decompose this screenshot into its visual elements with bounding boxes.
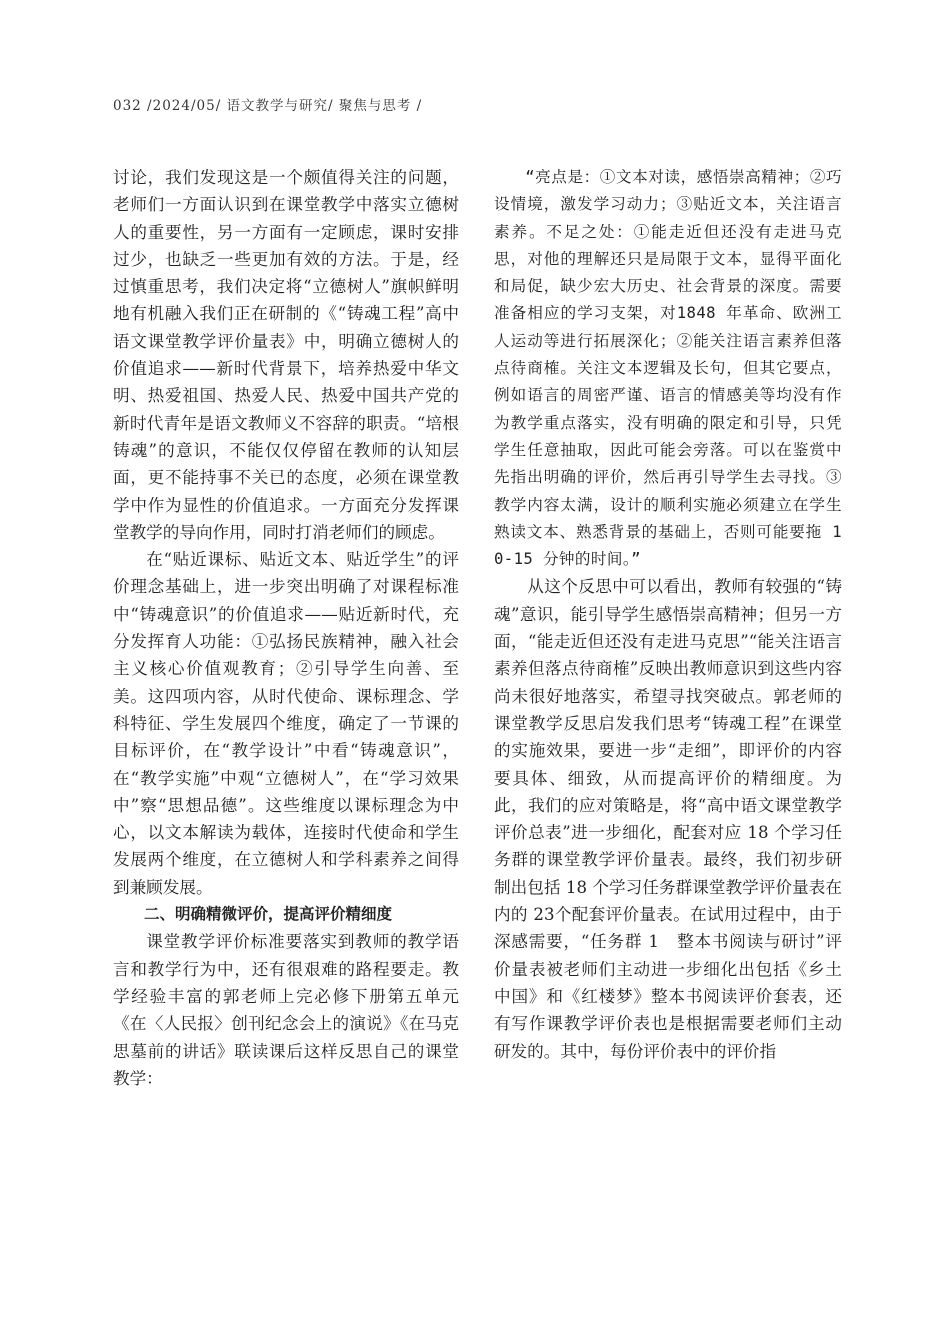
running-header: 032 /2024/05/ 语文教学与研究/ 聚焦与思考 /: [113, 98, 423, 114]
section-heading: 二、明确精微评价，提高评价精细度: [144, 905, 393, 924]
right-column: [494, 164, 842, 1065]
teacher-reflection-quote: “亮点是：①文本对读，感悟崇高精神；②巧设情境，激发学习动力；③贴近文本，关注语言素养。不足之处：①能走近但还没有走进马克思，对他的理解还只是局限于文本，显得平面化和局促，缺少宏大历史、社会背景的深度。需要准备相应的学习支架，对1848 年革命、欧洲工人运动等进行拓展深化；②能关注语言素养但落点待商榷。关注文本逻辑及长句，但其它要点，例如语言的周密严谨、语言的情感美等均没有作为教学重点落实，没有明确的限定和引导，只凭学生任意抽取，因此可能会旁落。可以在鉴赏中先指出明确的评价，然后再引导学生去寻找。③教学内容太满，设计的顺利实施必须建立在学生熟读文本、熟悉背景的基础上，否则可能要拖 10-15 分钟的时间。”: [494, 168, 842, 569]
paragraph-teaching-standards: 课堂教学评价标准要落实到教师的教学语言和教学行为中，还有很艰难的路程要走。教学经验丰富的郭老师上完必修下册第五单元《在〈人民报〉创刊纪念会上的演说》《在马克思墓前的讲话》联读课后这样反思自己的课堂教学：: [113, 932, 459, 1088]
paragraph-continued: 讨论，我们发现这是一个颇值得关注的问题，老师们一方面认识到在课堂教学中落实立德树人的重要性，另一方面有一定顾虑，课时安排过少，也缺乏一些更加有效的方法。于是，经过慎重思考，我们决定将“立德树人”旗帜鲜明地有机融入我们正在研制的《“铸魂工程”高中语文课堂教学评价量表》中，明确立德树人的价值追求——新时代背景下，培养热爱中华文明、热爱祖国、热爱人民、热爱中国共产党的新时代青年是语文教师义不容辞的职责。“培根铸魂”的意识，不能仅仅停留在教师的认知层面，更不能持事不关已的态度，必须在课堂教学中作为显性的价值追求。一方面充分发挥课堂教学的导向作用，同时打消老师们的顾虑。: [113, 168, 459, 542]
left-column: [113, 164, 459, 1092]
paragraph-reflection-analysis: 从这个反思中可以看出，教师有较强的“铸魂”意识，能引导学生感悟崇高精神；但另一方面，“能走近但还没有走进马克思”“能关注语言素养但落点待商榷”反映出教师意识到这些内容尚未很好地落实，希望寻找突破点。郭老师的课堂教学反思启发我们思考“铸魂工程”在课堂的实施效果，要进一步“走细”，即评价的内容要具体、细致，从而提高评价的精细度。为此，我们的应对策略是，将“高中语文课堂教学评价总表”进一步细化，配套对应 18 个学习任务群的课堂教学评价量表。最终，我们初步研制出包括 18 个学习任务群课堂教学评价量表在内的 23个配套评价量表。在试用过程中，由于深感需要，“任务群 1 整本书阅读与研讨”评价量表被老师们主动进一步细化出包括《乡土中国》和《红楼梦》整本书阅读评价套表，还有写作课教学评价表也是根据需要老师们主动研发的。其中，每份评价表中的评价指: [494, 577, 842, 1061]
paragraph-evaluation-concept: 在“贴近课标、贴近文本、贴近学生”的评价理念基础上，进一步突出明确了对课程标准中“铸魂意识”的价值追求——贴近新时代，充分发挥育人功能：①弘扬民族精神，融入社会主义核心价值观教育；②引导学生向善、至美。这四项内容，从时代使命、课标理念、学科特征、学生发展四个维度，确定了一节课的目标评价，在“教学设计”中看“铸魂意识”，在“教学实施”中观“立德树人”，在“学习效果中”察“思想品德”。这些维度以课标理念为中心，以文本解读为载体，连接时代使命和学生发展两个维度，在立德树人和学科素养之间得到兼顾发展。: [113, 550, 459, 897]
